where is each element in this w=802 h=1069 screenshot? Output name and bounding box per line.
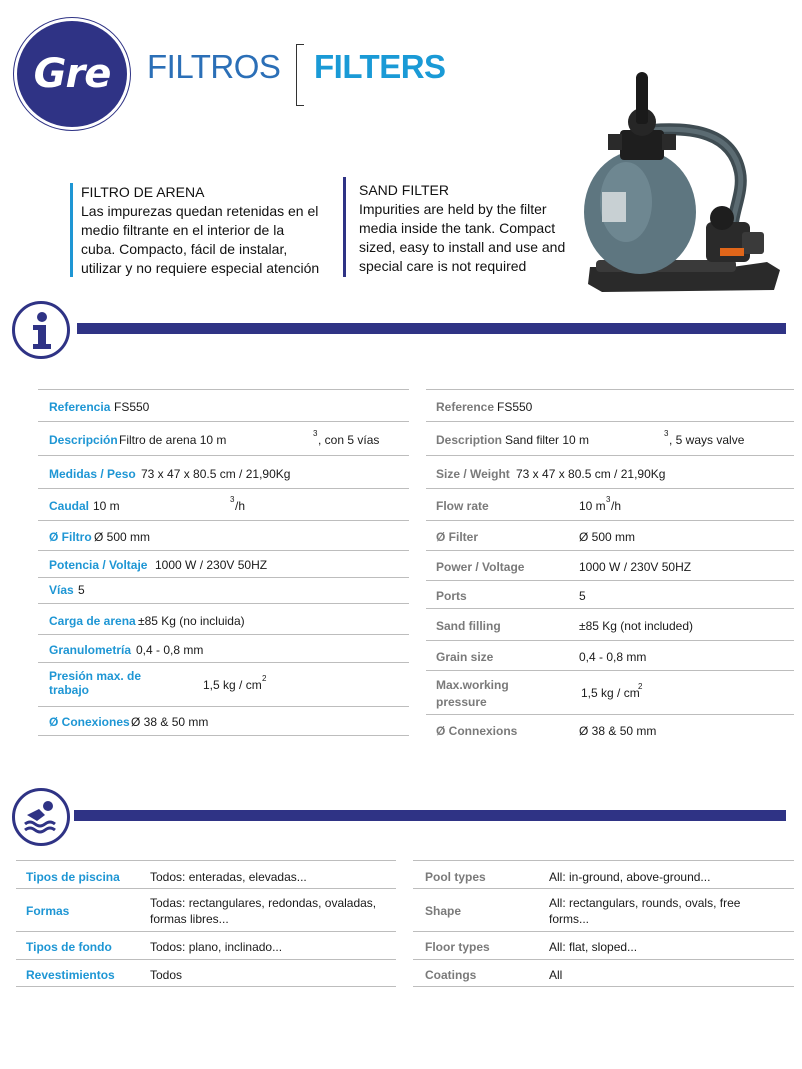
spec-value: 5 <box>579 589 586 603</box>
table-row <box>38 489 409 521</box>
spec-value: 73 x 47 x 80.5 cm / 21,90Kg <box>141 467 291 481</box>
table-row <box>38 521 409 551</box>
description-es-line: cuba. Compacto, fácil de instalar, <box>81 241 288 257</box>
spec-value: 10 m <box>93 499 120 513</box>
description-es-line: Las impurezas quedan retenidas en el <box>81 203 319 219</box>
pool-section-bar <box>74 810 786 821</box>
spec-value: Ø 500 mm <box>579 530 636 544</box>
pool-label: Floor types <box>425 940 490 954</box>
table-row <box>426 551 794 581</box>
spec-value: 1000 W / 230V 50HZ <box>579 560 692 574</box>
spec-sup: 2 <box>262 674 267 683</box>
pool-label: Pool types <box>425 870 486 884</box>
spec-value: FS550 <box>114 400 150 414</box>
table-row <box>38 422 409 456</box>
pool-value: Todos <box>150 968 183 982</box>
spec-suffix: /h <box>235 499 246 513</box>
spec-value: 10 m <box>579 499 606 513</box>
specs-table-en <box>426 389 794 745</box>
desc-en-bar <box>343 177 346 277</box>
table-row <box>38 707 409 736</box>
pool-value: All: rectangulars, rounds, ovals, free forms... <box>549 896 741 926</box>
table-row <box>413 960 794 987</box>
spec-value: FS550 <box>497 400 533 414</box>
spec-value: 0,4 - 0,8 mm <box>579 650 647 664</box>
spec-label: Power / Voltage <box>436 560 525 574</box>
table-row <box>38 551 409 578</box>
description-es-line: medio filtrante en el interior de la <box>81 222 285 238</box>
pool-label: Tipos de piscina <box>26 870 120 884</box>
description-en-line: special care is not required <box>359 258 527 274</box>
table-row <box>16 960 396 987</box>
sand-filter-image <box>582 72 782 302</box>
info-section-bar <box>77 323 786 334</box>
pool-label: Coatings <box>425 968 477 982</box>
pool-table-en <box>413 860 794 987</box>
spec-label: Ø Conexiones <box>49 715 130 729</box>
spec-value: Ø 38 & 50 mm <box>579 724 657 738</box>
table-row <box>426 489 794 521</box>
description-es <box>81 183 341 278</box>
spec-label: Ø Connexions <box>436 724 518 738</box>
spec-label: Ø Filtro <box>49 530 92 544</box>
spec-label: Granulometría <box>49 643 132 657</box>
table-row <box>413 932 794 960</box>
description-es-heading: FILTRO DE ARENA <box>81 184 205 200</box>
spec-value: 1,5 kg / cm <box>581 686 640 700</box>
table-row <box>426 390 794 422</box>
spec-value: Ø 500 mm <box>94 530 151 544</box>
spec-label: Max.working pressure <box>436 678 509 709</box>
table-row <box>38 604 409 635</box>
description-en-line: sized, easy to install and use and <box>359 239 566 255</box>
spec-label: Ø Filter <box>436 530 479 544</box>
table-row <box>38 578 409 604</box>
spec-value: 5 <box>78 583 85 597</box>
info-icon <box>12 301 70 359</box>
title-en: FILTERS <box>314 48 446 85</box>
table-row <box>426 609 794 641</box>
table-row <box>426 715 794 745</box>
spec-label: Flow rate <box>436 499 489 513</box>
title-bracket <box>296 44 304 106</box>
table-row <box>38 635 409 663</box>
spec-value: 73 x 47 x 80.5 cm / 21,90Kg <box>516 467 666 481</box>
spec-label: Reference <box>436 400 495 414</box>
spec-sup: 3 <box>230 495 235 504</box>
description-en-heading: SAND FILTER <box>359 182 449 198</box>
spec-label: Sand filling <box>436 619 501 633</box>
desc-es-bar <box>70 183 73 277</box>
spec-label: Potencia / Voltaje <box>49 558 148 572</box>
spec-label: Presión max. de trabajo <box>49 669 142 697</box>
pool-value: Todos: plano, inclinado... <box>150 940 283 954</box>
spec-suffix: /h <box>611 499 622 513</box>
pool-label: Shape <box>425 904 462 918</box>
spec-value: 1000 W / 230V 50HZ <box>155 558 268 572</box>
spec-label: Carga de arena <box>49 614 136 628</box>
spec-label: Ports <box>436 589 467 603</box>
table-row <box>426 641 794 671</box>
table-row <box>426 671 794 715</box>
table-row <box>38 663 409 707</box>
spec-label: Vías <box>49 583 74 597</box>
gre-logo <box>14 18 130 130</box>
spec-sup: 3 <box>313 429 318 438</box>
spec-label: Description <box>436 433 503 447</box>
spec-sup: 2 <box>638 682 643 691</box>
spec-value: ±85 Kg (not included) <box>579 619 693 633</box>
spec-sup: 3 <box>664 429 669 438</box>
table-row <box>16 861 396 889</box>
pool-label: Revestimientos <box>26 968 115 982</box>
pool-value: Todas: rectangulares, redondas, ovaladas, formas libres... <box>150 896 377 926</box>
spec-value: Ø 38 & 50 mm <box>131 715 209 729</box>
table-row <box>426 581 794 609</box>
spec-value: Sand filter 10 m <box>505 433 590 447</box>
table-row <box>413 861 794 889</box>
swimmer-icon <box>12 788 70 846</box>
description-en <box>359 181 584 276</box>
pool-label: Formas <box>26 904 70 918</box>
title-es: FILTROS <box>147 48 281 85</box>
pool-value: All: flat, sloped... <box>549 940 638 954</box>
spec-value: ±85 Kg (no incluida) <box>138 614 245 628</box>
table-row <box>16 932 396 960</box>
spec-suffix: , 5 ways valve <box>669 433 745 447</box>
pool-value: All: in-ground, above-ground... <box>549 870 711 884</box>
spec-label: Descripción <box>49 433 118 447</box>
table-row <box>426 521 794 551</box>
spec-label: Size / Weight <box>436 467 510 481</box>
table-row <box>38 456 409 489</box>
spec-label: Medidas / Peso <box>49 467 136 481</box>
table-row <box>426 422 794 456</box>
spec-label: Grain size <box>436 650 494 664</box>
spec-suffix: , con 5 vías <box>318 433 380 447</box>
logo-text: Gre <box>33 51 111 97</box>
spec-label: Referencia <box>49 400 111 414</box>
pool-table-es <box>16 860 396 987</box>
description-es-line: utilizar y no requiere especial atención <box>81 260 320 276</box>
pool-label: Tipos de fondo <box>26 940 112 954</box>
spec-label: Caudal <box>49 499 90 513</box>
spec-value: Filtro de arena 10 m <box>119 433 227 447</box>
spec-value: 1,5 kg / cm <box>203 678 262 692</box>
description-en-line: media inside the tank. Compact <box>359 220 556 236</box>
spec-sup: 3 <box>606 495 611 504</box>
table-row <box>413 889 794 932</box>
pool-value: Todos: enteradas, elevadas... <box>150 870 307 884</box>
table-row <box>38 390 409 422</box>
table-row <box>426 456 794 489</box>
table-row <box>16 889 396 932</box>
spec-value: 0,4 - 0,8 mm <box>136 643 204 657</box>
description-en-line: Impurities are held by the filter <box>359 201 547 217</box>
pool-value: All <box>549 968 563 982</box>
specs-table-es <box>38 389 409 736</box>
